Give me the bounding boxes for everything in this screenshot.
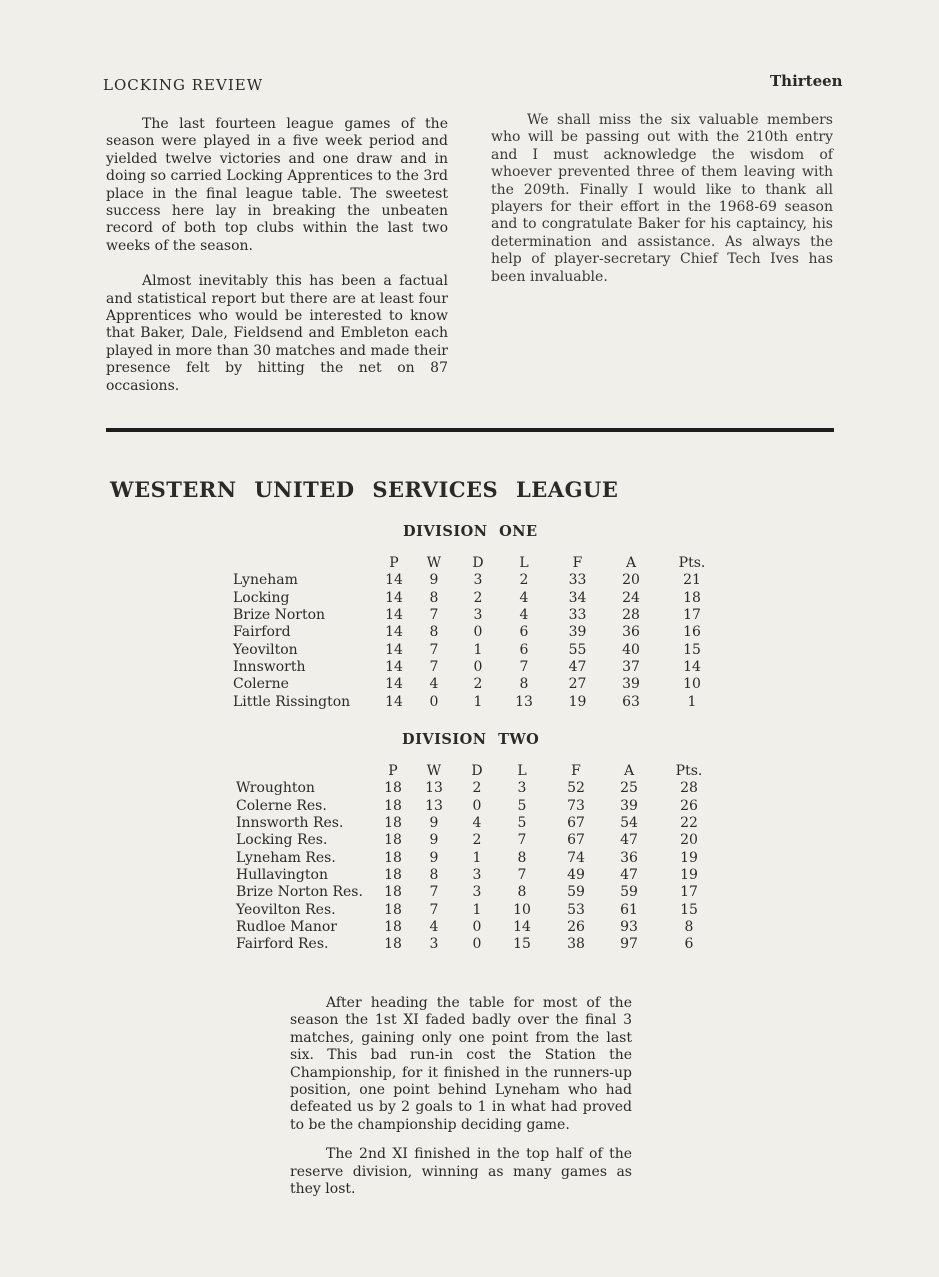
stat-cell: 18 bbox=[384, 901, 402, 918]
stat-cell: 7 bbox=[429, 641, 439, 658]
column-header: D bbox=[472, 555, 484, 572]
stat-cell: 14 bbox=[385, 641, 403, 658]
stat-cell: 15 bbox=[683, 641, 701, 658]
stat-cell: 47 bbox=[620, 866, 638, 883]
table-row bbox=[233, 590, 727, 607]
stat-cell: 7 bbox=[429, 658, 439, 675]
stat-cell: 33 bbox=[568, 607, 587, 624]
table-row bbox=[236, 884, 724, 901]
stat-cell: 5 bbox=[517, 797, 527, 814]
stat-cell: 6 bbox=[519, 641, 529, 658]
stat-cell: 3 bbox=[472, 884, 482, 901]
table-row bbox=[233, 693, 727, 710]
column-header: A bbox=[625, 555, 637, 572]
table-header-row bbox=[233, 555, 727, 572]
paragraph: After heading the table for most of the season the 1st XI faded badly over the final 3 matches, gaining only one point from the last six. This bad run-in cost the Station the Championship, for it finished in the runners-up position, one point behind Lyneham who had defeated us by 2 goals to 1 in what had proved to be the championship deciding game. bbox=[290, 995, 632, 1133]
stat-cell: 7 bbox=[517, 832, 527, 849]
stat-cell: 9 bbox=[429, 572, 439, 589]
stat-cell: 3 bbox=[473, 572, 483, 589]
stat-cell: 3 bbox=[429, 936, 439, 953]
stat-cell: 2 bbox=[472, 780, 482, 797]
stat-cell: 97 bbox=[620, 936, 638, 953]
stat-cell: 33 bbox=[568, 572, 587, 589]
stat-cell: 47 bbox=[620, 832, 638, 849]
stat-cell: 1 bbox=[472, 901, 482, 918]
stat-cell: 5 bbox=[517, 815, 527, 832]
stat-cell: 13 bbox=[425, 780, 443, 797]
stat-cell: 3 bbox=[472, 866, 482, 883]
team-name: Rudloe Manor bbox=[236, 918, 337, 935]
stat-cell: 28 bbox=[680, 780, 698, 797]
stat-cell: 19 bbox=[680, 866, 698, 883]
table-row bbox=[233, 572, 727, 589]
stat-cell: 47 bbox=[568, 658, 587, 675]
team-name: Yeovilton bbox=[233, 641, 298, 658]
stat-cell: 1 bbox=[687, 693, 697, 710]
stat-cell: 14 bbox=[385, 607, 403, 624]
stat-cell: 24 bbox=[622, 589, 640, 606]
stat-cell: 28 bbox=[622, 607, 640, 624]
stat-cell: 34 bbox=[568, 589, 587, 606]
table-row bbox=[236, 798, 724, 815]
paragraph: The last fourteen league games of the season were played in a five week period and yielded twelve victories and one draw and in doing so carried Locking Apprentices to the 3rd place in the final league table. The sweetest success here lay in breaking the unbeaten record of both top clubs within the last two weeks of the season. bbox=[106, 116, 448, 254]
team-name: Fairford Res. bbox=[236, 936, 329, 953]
table-row bbox=[233, 659, 727, 676]
stat-cell: 2 bbox=[473, 676, 483, 693]
stat-cell: 8 bbox=[684, 918, 694, 935]
table-row bbox=[236, 832, 724, 849]
stat-cell: 6 bbox=[684, 936, 694, 953]
stat-cell: 2 bbox=[519, 572, 529, 589]
stat-cell: 18 bbox=[384, 918, 402, 935]
stat-cell: 63 bbox=[622, 693, 640, 710]
stat-cell: 37 bbox=[622, 658, 640, 675]
stat-cell: 8 bbox=[517, 884, 527, 901]
column-header: L bbox=[517, 763, 527, 780]
stat-cell: 7 bbox=[429, 607, 439, 624]
division-two-table bbox=[236, 763, 724, 953]
stat-cell: 15 bbox=[513, 936, 531, 953]
stat-cell: 38 bbox=[567, 936, 585, 953]
stat-cell: 14 bbox=[683, 658, 701, 675]
stat-cell: 0 bbox=[473, 658, 483, 675]
stat-cell: 25 bbox=[620, 780, 638, 797]
stat-cell: 1 bbox=[473, 641, 483, 658]
stat-cell: 7 bbox=[429, 884, 439, 901]
stat-cell: 7 bbox=[517, 866, 527, 883]
stat-cell: 93 bbox=[620, 918, 638, 935]
column-header: F bbox=[572, 555, 583, 572]
table-row bbox=[236, 849, 724, 866]
stat-cell: 7 bbox=[519, 658, 529, 675]
team-name: Innsworth bbox=[233, 658, 306, 675]
stat-cell: 9 bbox=[429, 849, 439, 866]
stat-cell: 6 bbox=[519, 624, 529, 641]
stat-cell: 18 bbox=[384, 884, 402, 901]
stat-cell: 2 bbox=[472, 832, 482, 849]
stat-cell: 4 bbox=[472, 815, 482, 832]
stat-cell: 14 bbox=[385, 572, 403, 589]
column-header: D bbox=[471, 763, 483, 780]
team-name: Yeovilton Res. bbox=[236, 901, 336, 918]
stat-cell: 19 bbox=[568, 693, 587, 710]
stat-cell: 14 bbox=[385, 676, 403, 693]
stat-cell: 18 bbox=[384, 936, 402, 953]
stat-cell: 10 bbox=[683, 676, 701, 693]
column-header: Pts. bbox=[678, 555, 706, 572]
division-one-title: DIVISION ONE bbox=[403, 523, 538, 540]
stat-cell: 3 bbox=[517, 780, 527, 797]
stat-cell: 8 bbox=[429, 866, 439, 883]
stat-cell: 36 bbox=[620, 849, 638, 866]
team-name: Colerne bbox=[233, 676, 289, 693]
table-row bbox=[236, 919, 724, 936]
stat-cell: 74 bbox=[567, 849, 585, 866]
stat-cell: 54 bbox=[620, 815, 638, 832]
stat-cell: 39 bbox=[622, 676, 640, 693]
team-name: Lyneham bbox=[233, 572, 298, 589]
table-row bbox=[236, 936, 724, 953]
stat-cell: 39 bbox=[620, 797, 638, 814]
stat-cell: 67 bbox=[567, 815, 585, 832]
stat-cell: 53 bbox=[567, 901, 585, 918]
stat-cell: 21 bbox=[683, 572, 701, 589]
league-title: WESTERN UNITED SERVICES LEAGUE bbox=[110, 477, 619, 502]
stat-cell: 19 bbox=[680, 849, 698, 866]
stat-cell: 40 bbox=[622, 641, 640, 658]
stat-cell: 18 bbox=[384, 815, 402, 832]
stat-cell: 18 bbox=[384, 780, 402, 797]
stat-cell: 14 bbox=[385, 693, 403, 710]
stat-cell: 18 bbox=[384, 832, 402, 849]
column-header: W bbox=[426, 763, 442, 780]
stat-cell: 16 bbox=[683, 624, 701, 641]
column-header: F bbox=[571, 763, 581, 780]
team-name: Colerne Res. bbox=[236, 797, 327, 814]
stat-cell: 9 bbox=[429, 815, 439, 832]
division-two-title: DIVISION TWO bbox=[402, 731, 540, 748]
table-row bbox=[233, 641, 727, 658]
stat-cell: 14 bbox=[385, 589, 403, 606]
table-header-row bbox=[236, 763, 724, 780]
stat-cell: 52 bbox=[567, 780, 585, 797]
team-name: Locking Res. bbox=[236, 832, 328, 849]
table-row bbox=[236, 901, 724, 918]
team-column-header bbox=[236, 763, 376, 780]
stat-cell: 8 bbox=[429, 624, 439, 641]
stat-cell: 0 bbox=[472, 936, 482, 953]
stat-cell: 26 bbox=[680, 797, 698, 814]
team-column-header bbox=[233, 555, 378, 572]
stat-cell: 17 bbox=[680, 884, 698, 901]
team-name: Locking bbox=[233, 589, 290, 606]
stat-cell: 4 bbox=[429, 676, 439, 693]
stat-cell: 61 bbox=[620, 901, 638, 918]
column-header: P bbox=[388, 763, 398, 780]
stat-cell: 18 bbox=[384, 797, 402, 814]
table-row bbox=[233, 676, 727, 693]
stat-cell: 59 bbox=[620, 884, 638, 901]
team-name: Little Rissington bbox=[233, 693, 351, 710]
stat-cell: 55 bbox=[568, 641, 587, 658]
column-header: L bbox=[519, 555, 529, 572]
stat-cell: 20 bbox=[622, 572, 640, 589]
section-divider bbox=[106, 428, 834, 432]
team-name: Brize Norton bbox=[233, 607, 326, 624]
table-row bbox=[236, 815, 724, 832]
team-name: Brize Norton Res. bbox=[236, 884, 363, 901]
stat-cell: 73 bbox=[567, 797, 585, 814]
stat-cell: 13 bbox=[425, 797, 443, 814]
team-name: Fairford bbox=[233, 624, 291, 641]
column-header: A bbox=[623, 763, 635, 780]
running-head-title: LOCKING REVIEW bbox=[103, 76, 264, 94]
stat-cell: 36 bbox=[622, 624, 640, 641]
stat-cell: 18 bbox=[683, 589, 701, 606]
stat-cell: 8 bbox=[519, 676, 529, 693]
table-row bbox=[233, 607, 727, 624]
stat-cell: 4 bbox=[429, 918, 439, 935]
stat-cell: 27 bbox=[568, 676, 587, 693]
stat-cell: 22 bbox=[680, 815, 698, 832]
closing-remarks bbox=[290, 995, 632, 1210]
column-header: Pts. bbox=[675, 763, 703, 780]
paragraph: Almost inevitably this has been a factual and statistical report but there are at least four Apprentices who would be interested to know that Baker, Dale, Fieldsend and Embleton each played in more than 30 matches and made their presence felt by hitting the net on 87 occasions. bbox=[106, 273, 448, 394]
stat-cell: 8 bbox=[517, 849, 527, 866]
stat-cell: 10 bbox=[513, 901, 531, 918]
stat-cell: 14 bbox=[513, 918, 531, 935]
stat-cell: 1 bbox=[473, 693, 483, 710]
stat-cell: 59 bbox=[567, 884, 585, 901]
column-header: W bbox=[426, 555, 442, 572]
team-name: Innsworth Res. bbox=[236, 815, 344, 832]
table-row bbox=[236, 867, 724, 884]
stat-cell: 0 bbox=[472, 918, 482, 935]
team-name: Hullavington bbox=[236, 866, 328, 883]
stat-cell: 18 bbox=[384, 849, 402, 866]
column-header: P bbox=[389, 555, 399, 572]
page-number: Thirteen bbox=[770, 72, 843, 90]
stat-cell: 0 bbox=[429, 693, 439, 710]
stat-cell: 39 bbox=[568, 624, 587, 641]
stat-cell: 2 bbox=[473, 589, 483, 606]
team-name: Lyneham Res. bbox=[236, 849, 336, 866]
report-left-column bbox=[106, 116, 448, 413]
stat-cell: 4 bbox=[519, 607, 529, 624]
stat-cell: 26 bbox=[567, 918, 585, 935]
stat-cell: 14 bbox=[385, 624, 403, 641]
team-name: Wroughton bbox=[236, 780, 315, 797]
stat-cell: 4 bbox=[519, 589, 529, 606]
stat-cell: 17 bbox=[683, 607, 701, 624]
stat-cell: 18 bbox=[384, 866, 402, 883]
stat-cell: 8 bbox=[429, 589, 439, 606]
paragraph: The 2nd XI finished in the top half of the reserve division, winning as many games as they lost. bbox=[290, 1146, 632, 1198]
stat-cell: 7 bbox=[429, 901, 439, 918]
stat-cell: 13 bbox=[515, 693, 533, 710]
division-one-table bbox=[233, 555, 727, 711]
stat-cell: 67 bbox=[567, 832, 585, 849]
report-right-column bbox=[491, 112, 833, 304]
stat-cell: 20 bbox=[680, 832, 698, 849]
stat-cell: 49 bbox=[567, 866, 585, 883]
stat-cell: 1 bbox=[472, 849, 482, 866]
stat-cell: 9 bbox=[429, 832, 439, 849]
stat-cell: 3 bbox=[473, 607, 483, 624]
stat-cell: 14 bbox=[385, 658, 403, 675]
stat-cell: 15 bbox=[680, 901, 698, 918]
stat-cell: 0 bbox=[472, 797, 482, 814]
table-row bbox=[236, 780, 724, 797]
paragraph: We shall miss the six valuable members who will be passing out with the 210th entry and I must acknowledge the wisdom of whoever prevented three of them leaving with the 209th. Finally I would like to thank all players for their effort in the 1968-69 season and to congratulate Baker for his captaincy, his determination and assistance. As always the help of player-secretary Chief Tech Ives has been invaluable. bbox=[491, 112, 833, 285]
stat-cell: 0 bbox=[473, 624, 483, 641]
table-row bbox=[233, 624, 727, 641]
